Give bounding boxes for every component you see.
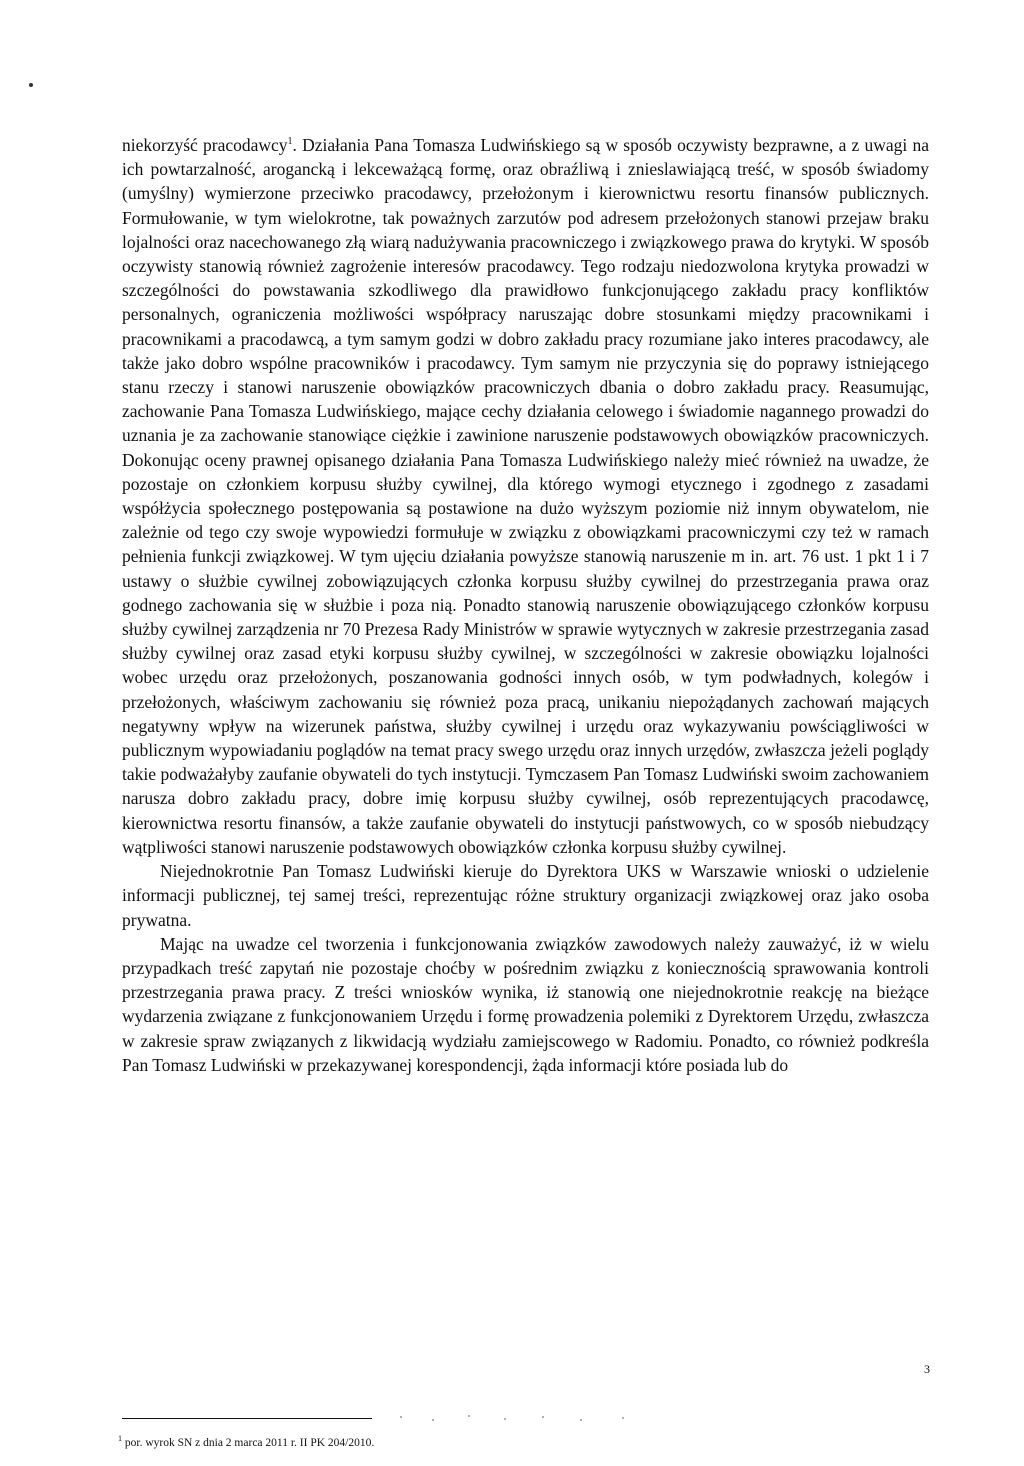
- footnote: [118, 1436, 374, 1450]
- footnote-text: por. wyrok SN z dnia 2 marca 2011 r. II PK 204/2010.: [122, 1437, 375, 1449]
- paragraph-2: Niejednokrotnie Pan Tomasz Ludwiński kieruje do Dyrektora UKS w Warszawie wnioski o udzielenie informacji publicznej, tej samej treści, reprezentując różne struktury organizacji związkowej oraz jako osoba prywatna.: [122, 861, 929, 930]
- footnote-separator: [122, 1418, 372, 1419]
- paragraph-1-rest: . Działania Pana Tomasza Ludwińskiego są w sposób oczywisty bezprawne, a z uwagi na ich powtarzalność, arogancką i lekceważącą formę, oraz obraźliwą i znieslawiającą treść, w sposób świadomy (umyślny) wymierzone przeciwko pracodawcy, przełożonym i kierownictwu resortu finansów publicznych. Formułowanie, w tym wielokrotne, tak poważnych zarzutów pod adresem przełożonych stanowi przejaw braku lojalności oraz nacechowanego złą wiarą nadużywania pracowniczego i związkowego prawa do krytyki. W sposób oczywisty stanowią również zagrożenie interesów pracodawcy. Tego rodzaju niedozwolona krytyka prowadzi w szczególności do powstawania szkodliwego dla prawidłowo funkcjonującego zakładu pracy konfliktów personalnych, ograniczenia możliwości współpracy naruszając dobre stosunkami między pracownikami i pracownikami a pracodawcą, a tym samym godzi w dobro zakładu pracy rozumiane jako interes pracodawcy, ale także jako dobro wspólne pracowników i pracodawcy. Tym samym nie przyczynia się do poprawy istniejącego stanu rzeczy i stanowi naruszenie obowiązków pracowniczych dbania o dobro zakładu pracy. Reasumując, zachowanie Pana Tomasza Ludwińskiego, mające cechy działania celowego i świadomie nagannego prowadzi do uznania je za zachowanie stanowiące ciężkie i zawinione naruszenie podstawowych obowiązków pracowniczych. Dokonując oceny prawnej opisanego działania Pana Tomasza Ludwińskiego należy mieć również na uwadze, że pozostaje on członkiem korpusu służby cywilnej, dla którego wymogi etycznego i zgodnego z zasadami współżycia społecznego postępowania są postawione na dużo wyższym poziomie niż innym obywatelom, nie zależnie od tego czy swoje wypowiedzi formułuje w związku z obowiązkami pracowniczymi czy też w ramach pełnienia funkcji związkowej. W tym ujęciu działania powyższe stanowią naruszenie m in. art. 76 ust. 1 pkt 1 i 7 ustawy o służbie cywilnej zobowiązujących członka korpusu służby cywilnej do przestrzegania prawa oraz godnego zachowania się w służbie i poza nią. Ponadto stanowią naruszenie obowiązującego członków korpusu służby cywilnej zarządzenia nr 70 Prezesa Rady Ministrów w sprawie wytycznych w zakresie przestrzegania zasad służby cywilnej oraz zasad etyki korpusu służby cywilnej, w szczególności w zakresie obowiązku lojalności wobec urzędu oraz przełożonych, poszanowania godności innych osób, w tym podwładnych, kolegów i przełożonych, właściwym zachowaniu się również poza pracą, unikaniu niepożądanych zachowań mających negatywny wpływ na wizerunek państwa, służby cywilnej i urzędu oraz wykazywaniu powściągliwości w publicznym wypowiadaniu poglądów na temat pracy swego urzędu oraz innych urzędów, zwłaszcza jeżeli poglądy takie podważałyby zaufanie obywateli do tych instytucji. Tymczasem Pan Tomasz Ludwiński swoim zachowaniem narusza dobro zakładu pracy, dobre imię korpusu służby cywilnej, osób reprezentujących pracodawcę, kierownictwa resortu finansów, a także zaufanie obywateli do instytucji państwowych, co w sposób niebudzący wątpliwości stanowi naruszenie podstawowych obowiązków członka korpusu służby cywilnej.: [122, 135, 929, 857]
- body-text: [122, 133, 929, 1077]
- paragraph-1-start: niekorzyść pracodawcy: [122, 135, 288, 155]
- scan-noise: [400, 1412, 640, 1422]
- footnote-reference[interactable]: 1: [287, 136, 293, 148]
- footnote-marker: 1: [118, 1434, 122, 1444]
- scan-speck: [29, 83, 33, 87]
- paragraph-3: Mając na uwadze cel tworzenia i funkcjonowania związków zawodowych należy zauważyć, iż w wielu przypadkach treść zapytań nie pozostaje choćby w pośrednim związku z koniecznością sprawowania kontroli przestrzegania prawa pracy. Z treści wniosków wynika, iż stanowią one niejednokrotnie reakcję na bieżące wydarzenia związane z funkcjonowaniem Urzędu i formę prowadzenia polemiki z Dyrektorem Urzędu, zwłaszcza w zakresie spraw związanych z likwidacją wydziału zamiejscowego w Radomiu. Ponadto, co również podkreśla Pan Tomasz Ludwiński w przekazywanej korespondencji, żąda informacji które posiada lub do: [122, 933, 929, 1075]
- page-number: 3: [924, 1362, 930, 1376]
- paragraph-1: [122, 133, 929, 859]
